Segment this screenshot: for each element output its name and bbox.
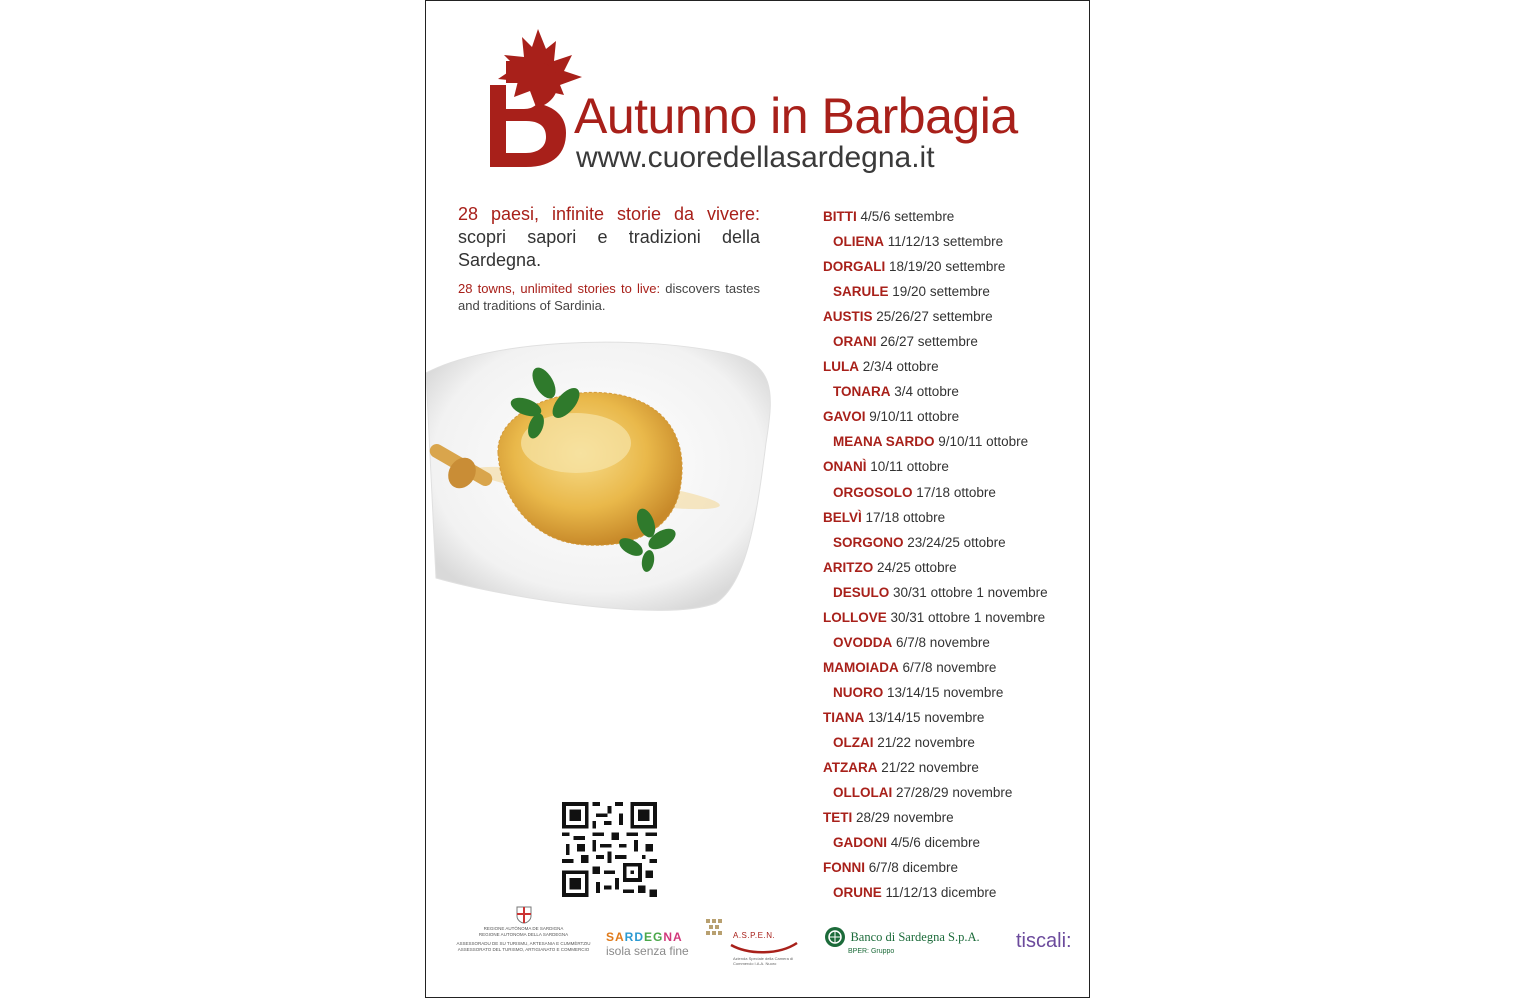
event-town: FONNI: [823, 860, 865, 876]
event-town: LULA: [823, 359, 859, 375]
ras-line-3: ASSESSORADU DE SU TURISMU, ARTESANIA E CUMMÈRTZIU: [456, 941, 591, 946]
aspen-mosaic-icon: [706, 919, 726, 939]
event-town: TETI: [823, 810, 853, 826]
event-row: [823, 530, 1083, 555]
poster: [425, 0, 1090, 998]
event-row: [823, 805, 1083, 830]
event-town: BITTI: [823, 209, 857, 224]
event-row: [823, 655, 1083, 680]
event-town: OLIENA: [833, 234, 885, 250]
event-town: ATZARA: [823, 760, 878, 776]
event-row: [823, 379, 1083, 404]
event-row: [823, 505, 1083, 530]
banco-name: Banco di Sardegna S.p.A.: [850, 930, 980, 945]
aspen-swoosh-icon: [729, 941, 799, 955]
event-dates: 17/18 ottobre: [916, 484, 996, 500]
event-town: AUSTIS: [823, 309, 873, 325]
event-row: [823, 755, 1083, 780]
event-town: ONANÌ: [823, 459, 867, 475]
intro-english-rest: discovers tastes and traditions of Sardinia.: [458, 281, 760, 313]
event-row: [823, 454, 1083, 479]
event-town: ORUNE: [833, 885, 882, 901]
event-dates: 4/5/6 settembre: [860, 209, 955, 224]
event-town: BELVÌ: [823, 509, 862, 525]
event-town: OLLOLAI: [833, 785, 893, 801]
event-row: [823, 254, 1083, 279]
event-row: [823, 830, 1083, 855]
intro-italian: [458, 203, 760, 272]
event-dates: 6/7/8 novembre: [902, 659, 997, 675]
ras-line-2: REGIONE AUTONOMA DELLA SARDEGNA: [478, 932, 569, 937]
intro-italian-highlight: 28 paesi, infinite storie da vivere:: [458, 204, 760, 224]
event-dates: 21/22 novembre: [881, 760, 979, 776]
intro-english-highlight: 28 towns, unlimited stories to live:: [458, 281, 661, 296]
event-town: OVODDA: [833, 634, 893, 650]
event-dates: 30/31 ottobre 1 novembre: [893, 584, 1048, 600]
event-dates: 9/10/11 ottobre: [869, 409, 960, 425]
intro-english: [458, 280, 760, 314]
banco-group: BPER: Gruppo: [848, 948, 895, 955]
event-dates: 4/5/6 dicembre: [890, 835, 981, 851]
event-row: [823, 580, 1083, 605]
intro-italian-rest: scopri sapori e tradizioni della Sardegna.: [458, 227, 760, 270]
event-row: [823, 329, 1083, 354]
event-town: ORANI: [833, 334, 877, 350]
banco-emblem-icon: [824, 926, 846, 948]
event-dates: 6/7/8 novembre: [896, 634, 990, 650]
event-town: TONARA: [833, 384, 891, 400]
event-town: NUORO: [833, 684, 884, 700]
event-dates: 13/14/15 novembre: [868, 709, 985, 725]
event-town: TIANA: [823, 709, 865, 725]
event-row: [823, 279, 1083, 304]
event-row: [823, 555, 1083, 580]
event-row: [823, 404, 1083, 429]
event-dates: 13/14/15 novembre: [887, 684, 1004, 700]
aspen-sub: Azienda Speciale della Camera di Commercio I.A.A. Nuoro: [733, 956, 794, 966]
event-town: DESULO: [833, 584, 890, 600]
event-dates: 3/4 ottobre: [894, 384, 959, 400]
event-town: OLZAI: [833, 734, 874, 750]
event-town: LOLLOVE: [823, 609, 887, 625]
event-town: ARITZO: [823, 559, 874, 575]
event-town: SARULE: [833, 284, 889, 300]
event-dates: 27/28/29 novembre: [896, 785, 1013, 801]
event-row: [823, 730, 1083, 755]
poster-title: Autunno in Barbagia: [574, 88, 1018, 144]
event-row: [823, 429, 1083, 454]
event-dates: 28/29 novembre: [856, 810, 954, 826]
event-dates: 11/12/13 dicembre: [885, 885, 997, 901]
event-dates: 10/11 ottobre: [870, 459, 949, 475]
ras-line-1: REGIONE AUTÒNOMA DE SARDIGNA: [483, 926, 564, 931]
sponsor-logos: [456, 906, 1072, 976]
event-row: [823, 204, 1083, 229]
intro-text: [458, 203, 760, 314]
event-dates: 26/27 settembre: [880, 334, 978, 350]
event-row: [823, 630, 1083, 655]
event-dates: 18/19/20 settembre: [889, 259, 1006, 275]
sardegna-isola-logo: [606, 930, 689, 958]
sardegna-brand: SARDEGNA: [606, 930, 683, 944]
event-row: [823, 354, 1083, 379]
event-row: [823, 229, 1083, 254]
event-row: [823, 855, 1083, 880]
event-row: [823, 304, 1083, 329]
event-dates: 25/26/27 settembre: [876, 309, 993, 325]
qr-code[interactable]: [562, 802, 657, 897]
event-town: GAVOI: [823, 409, 866, 425]
regione-sardegna-logo: [456, 906, 591, 953]
coat-of-arms-icon: [516, 906, 532, 924]
event-calendar: [823, 204, 1083, 905]
event-row: [823, 780, 1083, 805]
event-dates: 2/3/4 ottobre: [862, 359, 939, 375]
seadas-dish-photo: [426, 333, 786, 623]
event-dates: 17/18 ottobre: [865, 509, 946, 525]
event-dates: 11/12/13 settembre: [887, 234, 1004, 250]
event-dates: 24/25 ottobre: [877, 559, 957, 575]
event-town: SORGONO: [833, 534, 904, 550]
event-town: GADONI: [833, 835, 887, 851]
event-town: ORGOSOLO: [833, 484, 913, 500]
event-row: [823, 680, 1083, 705]
sardegna-tagline: isola senza fine: [606, 944, 689, 958]
event-row: [823, 880, 1083, 905]
event-dates: 6/7/8 dicembre: [868, 860, 959, 876]
event-town: MEANA SARDO: [833, 434, 935, 450]
event-dates: 23/24/25 ottobre: [907, 534, 1006, 550]
event-dates: 19/20 settembre: [892, 284, 990, 300]
event-row: [823, 480, 1083, 505]
aspen-logo: [706, 919, 806, 974]
event-dates: 21/22 novembre: [877, 734, 975, 750]
event-dates: 30/31 ottobre 1 novembre: [890, 609, 1046, 625]
ras-line-4: ASSESSORATO DEL TURISMO, ARTIGIANATO E COMMERCIO: [457, 947, 590, 952]
maple-leaf-b-logo: [476, 21, 586, 181]
website-url: www.cuoredellasardegna.it: [576, 141, 935, 174]
banco-sardegna-logo: [824, 926, 980, 955]
event-dates: 9/10/11 ottobre: [938, 434, 1029, 450]
aspen-name: A.S.P.E.N.: [733, 931, 776, 940]
event-row: [823, 605, 1083, 630]
event-town: DORGALI: [823, 259, 886, 275]
tiscali-logo: tiscali:: [1016, 930, 1072, 952]
event-row: [823, 705, 1083, 730]
event-town: MAMOIADA: [823, 659, 899, 675]
